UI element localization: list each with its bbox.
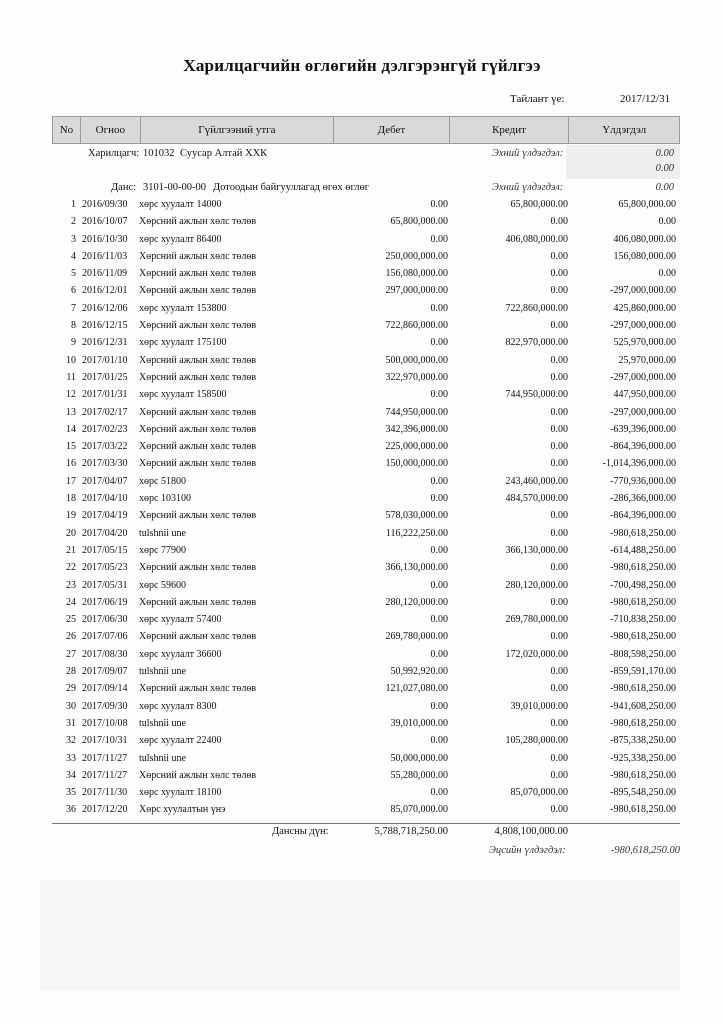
row-credit: 269,780,000.00 bbox=[505, 614, 568, 626]
table-row bbox=[0, 785, 724, 802]
table-row bbox=[0, 232, 724, 249]
row-date: 2017/09/07 bbox=[82, 666, 128, 678]
row-debit: 578,030,000.00 bbox=[385, 510, 448, 522]
row-number: 17 bbox=[66, 475, 76, 487]
table-row bbox=[0, 249, 724, 266]
row-balance: -700,498,250.00 bbox=[610, 579, 676, 591]
row-balance: -980,618,250.00 bbox=[610, 527, 676, 539]
row-balance: -770,936,000.00 bbox=[610, 475, 676, 487]
row-date: 2017/04/20 bbox=[82, 527, 128, 539]
row-date: 2016/09/30 bbox=[82, 199, 128, 210]
row-date: 2016/10/30 bbox=[82, 233, 128, 245]
row-debit: 121,027,080.00 bbox=[385, 683, 448, 695]
row-balance: 406,080,000.00 bbox=[613, 233, 676, 245]
row-debit: 0.00 bbox=[430, 199, 448, 210]
row-number: 3 bbox=[71, 233, 76, 245]
table-row bbox=[0, 474, 724, 491]
row-description: tulshnii une bbox=[139, 752, 186, 764]
row-number: 7 bbox=[71, 302, 76, 314]
row-date: 2017/10/08 bbox=[82, 717, 128, 729]
row-debit: 366,130,000.00 bbox=[385, 562, 448, 574]
row-description: Хөрсний ажлын хөлс төлөв bbox=[139, 683, 257, 695]
table-row bbox=[0, 318, 724, 335]
row-number: 19 bbox=[66, 510, 76, 522]
row-credit: 39,010,000.00 bbox=[510, 700, 568, 712]
row-number: 26 bbox=[66, 631, 76, 643]
table-header bbox=[52, 116, 680, 144]
row-date: 2017/08/30 bbox=[82, 648, 128, 660]
row-balance: -941,608,250.00 bbox=[610, 700, 676, 712]
row-credit: 105,280,000.00 bbox=[505, 735, 568, 747]
header-date: Огноо bbox=[81, 117, 141, 143]
row-balance: -980,618,250.00 bbox=[610, 683, 676, 695]
row-date: 2017/01/10 bbox=[82, 354, 128, 366]
table-row bbox=[0, 439, 724, 456]
row-date: 2016/12/31 bbox=[82, 337, 128, 349]
table-row bbox=[0, 283, 724, 300]
row-description: хөрс хуулалт 175100 bbox=[139, 337, 227, 349]
row-description: хөрс хуулалт 18100 bbox=[139, 787, 222, 799]
row-balance: -1,014,396,000.00 bbox=[602, 458, 676, 470]
header-balance: Үлдэгдэл bbox=[602, 124, 647, 136]
row-balance: -925,338,250.00 bbox=[610, 752, 676, 764]
row-date: 2017/01/31 bbox=[82, 389, 128, 401]
row-credit: 0.00 bbox=[550, 285, 568, 297]
row-balance: -808,598,250.00 bbox=[610, 648, 676, 660]
row-number: 8 bbox=[71, 320, 76, 332]
row-balance: 65,800,000.00 bbox=[618, 199, 676, 210]
table-row bbox=[0, 335, 724, 352]
table-row bbox=[0, 197, 724, 214]
row-credit: 0.00 bbox=[550, 216, 568, 228]
row-balance: -297,000,000.00 bbox=[610, 406, 676, 418]
row-date: 2017/07/06 bbox=[82, 631, 128, 643]
row-date: 2017/05/15 bbox=[82, 544, 128, 556]
row-number: 21 bbox=[66, 544, 76, 556]
row-credit: 0.00 bbox=[550, 717, 568, 729]
account-opening-value: 0.00 bbox=[655, 182, 674, 193]
row-number: 35 bbox=[66, 787, 76, 799]
table-row bbox=[0, 387, 724, 404]
customer-opening-label: Эхний үлдэгдэл: bbox=[492, 148, 564, 159]
row-number: 2 bbox=[71, 216, 76, 228]
row-description: хөрс хуулалт 22400 bbox=[139, 735, 222, 747]
customer-opening-value: 0.00 bbox=[655, 148, 674, 159]
row-credit: 280,120,000.00 bbox=[505, 579, 568, 591]
table-row bbox=[0, 266, 724, 283]
header-description: Гүйлгээний утга bbox=[141, 117, 334, 143]
row-number: 5 bbox=[71, 268, 76, 280]
table-row bbox=[0, 353, 724, 370]
row-debit: 0.00 bbox=[430, 579, 448, 591]
row-date: 2016/11/09 bbox=[82, 268, 128, 280]
row-description: хөрс хуулалт 153800 bbox=[139, 302, 227, 314]
row-debit: 55,280,000.00 bbox=[390, 769, 448, 781]
account-name: Дотоодын байгууллагад өгөх өглөг bbox=[213, 182, 370, 193]
row-debit: 50,992,920.00 bbox=[390, 666, 448, 678]
row-number: 9 bbox=[71, 337, 76, 349]
row-debit: 85,070,000.00 bbox=[390, 804, 448, 816]
table-row bbox=[0, 768, 724, 785]
row-number: 30 bbox=[66, 700, 76, 712]
row-description: Хөрсний ажлын хөлс төлөв bbox=[139, 458, 257, 470]
table-row bbox=[0, 664, 724, 681]
row-description: tulshnii une bbox=[139, 717, 186, 729]
row-credit: 0.00 bbox=[550, 683, 568, 695]
row-credit: 406,080,000.00 bbox=[505, 233, 568, 245]
table-row bbox=[0, 802, 724, 819]
row-number: 31 bbox=[66, 717, 76, 729]
row-debit: 150,000,000.00 bbox=[385, 458, 448, 470]
row-balance: -286,366,000.00 bbox=[610, 493, 676, 505]
row-date: 2017/04/19 bbox=[82, 510, 128, 522]
row-credit: 366,130,000.00 bbox=[505, 544, 568, 556]
row-credit: 0.00 bbox=[550, 250, 568, 262]
row-credit: 0.00 bbox=[550, 268, 568, 280]
row-date: 2016/11/03 bbox=[82, 250, 128, 262]
row-debit: 744,950,000.00 bbox=[385, 406, 448, 418]
row-number: 32 bbox=[66, 735, 76, 747]
row-debit: 342,396,000.00 bbox=[385, 423, 448, 435]
row-balance: -297,000,000.00 bbox=[610, 371, 676, 383]
scan-shade bbox=[40, 880, 680, 990]
row-debit: 297,000,000.00 bbox=[385, 285, 448, 297]
row-credit: 243,460,000.00 bbox=[505, 475, 568, 487]
customer-name: Суусар Алтай ХХК bbox=[180, 148, 268, 159]
row-date: 2017/04/07 bbox=[82, 475, 128, 487]
row-debit: 722,860,000.00 bbox=[385, 320, 448, 332]
account-code: 3101-00-00-00 bbox=[143, 182, 206, 193]
row-description: Хөрсний ажлын хөлс төлөв bbox=[139, 441, 257, 453]
totals-divider bbox=[52, 823, 680, 824]
customer-code: 101032 bbox=[143, 148, 175, 159]
row-number: 6 bbox=[71, 285, 76, 297]
table-row bbox=[0, 716, 724, 733]
row-number: 25 bbox=[66, 614, 76, 626]
table-row bbox=[0, 681, 724, 698]
row-description: хөрс хуулалт 57400 bbox=[139, 614, 222, 626]
row-date: 2017/06/19 bbox=[82, 596, 128, 608]
row-description: Хөрсний ажлын хөлс төлөв bbox=[139, 216, 257, 228]
row-debit: 0.00 bbox=[430, 233, 448, 245]
row-date: 2017/04/10 bbox=[82, 493, 128, 505]
row-description: хөрс 77900 bbox=[139, 544, 186, 556]
customer-opening-value-2: 0.00 bbox=[655, 163, 674, 174]
row-balance: -859,591,170.00 bbox=[610, 666, 676, 678]
row-date: 2017/12/20 bbox=[82, 804, 128, 816]
row-description: Хөрсний ажлын хөлс төлөв bbox=[139, 250, 257, 262]
row-debit: 0.00 bbox=[430, 735, 448, 747]
table-row bbox=[0, 370, 724, 387]
row-credit: 85,070,000.00 bbox=[510, 787, 568, 799]
row-description: Хөрсний ажлын хөлс төлөв bbox=[139, 406, 257, 418]
row-debit: 500,000,000.00 bbox=[385, 354, 448, 366]
account-label: Данс: bbox=[111, 182, 137, 193]
row-date: 2017/05/23 bbox=[82, 562, 128, 574]
row-debit: 0.00 bbox=[430, 614, 448, 626]
header-credit: Кредит bbox=[450, 117, 570, 143]
row-debit: 156,080,000.00 bbox=[385, 268, 448, 280]
row-balance: 156,080,000.00 bbox=[613, 250, 676, 262]
row-description: хөрс 59600 bbox=[139, 579, 186, 591]
table-row bbox=[0, 301, 724, 318]
row-debit: 116,222,250.00 bbox=[385, 527, 448, 539]
row-debit: 0.00 bbox=[430, 648, 448, 660]
row-date: 2017/03/30 bbox=[82, 458, 128, 470]
row-balance: -614,488,250.00 bbox=[610, 544, 676, 556]
row-description: хөрс хуулалт 158500 bbox=[139, 389, 227, 401]
row-description: Хөрсний ажлын хөлс төлөв bbox=[139, 562, 257, 574]
row-number: 23 bbox=[66, 579, 76, 591]
row-date: 2017/09/30 bbox=[82, 700, 128, 712]
row-debit: 0.00 bbox=[430, 302, 448, 314]
report-period-value: 2017/12/31 bbox=[620, 93, 671, 105]
header-debit: Дебет bbox=[334, 117, 450, 143]
row-debit: 39,010,000.00 bbox=[390, 717, 448, 729]
row-debit: 0.00 bbox=[430, 544, 448, 556]
report-period-label: Тайлант үе: bbox=[510, 93, 565, 105]
row-date: 2017/05/31 bbox=[82, 579, 128, 591]
row-number: 12 bbox=[66, 389, 76, 401]
page-title: Харилцагчийн өглөгийн дэлгэрэнгүй гүйлгээ bbox=[183, 56, 541, 75]
row-debit: 269,780,000.00 bbox=[385, 631, 448, 643]
row-balance: -980,618,250.00 bbox=[610, 769, 676, 781]
table-row bbox=[0, 543, 724, 560]
customer-label: Харилцагч: bbox=[88, 148, 140, 159]
row-balance: 447,950,000.00 bbox=[613, 389, 676, 401]
row-debit: 0.00 bbox=[430, 787, 448, 799]
row-credit: 0.00 bbox=[550, 596, 568, 608]
row-balance: 525,970,000.00 bbox=[613, 337, 676, 349]
row-date: 2017/11/27 bbox=[82, 752, 128, 764]
row-description: Хөрсний ажлын хөлс төлөв bbox=[139, 371, 257, 383]
table-row bbox=[0, 508, 724, 525]
row-date: 2016/12/01 bbox=[82, 285, 128, 297]
row-description: Хөрсний ажлын хөлс төлөв bbox=[139, 320, 257, 332]
row-debit: 0.00 bbox=[430, 700, 448, 712]
totals-credit: 4,808,100,000.00 bbox=[494, 826, 568, 837]
row-number: 29 bbox=[66, 683, 76, 695]
row-description: хөрс хуулалт 8300 bbox=[139, 700, 217, 712]
row-balance: -895,548,250.00 bbox=[610, 787, 676, 799]
row-balance: -875,338,250.00 bbox=[610, 735, 676, 747]
row-number: 22 bbox=[66, 562, 76, 574]
row-credit: 744,950,000.00 bbox=[505, 389, 568, 401]
row-debit: 0.00 bbox=[430, 389, 448, 401]
row-balance: -980,618,250.00 bbox=[610, 596, 676, 608]
row-date: 2017/03/22 bbox=[82, 441, 128, 453]
table-row bbox=[0, 629, 724, 646]
table-row bbox=[0, 526, 724, 543]
row-description: Хөрс хуулалтын үнэ bbox=[139, 804, 226, 816]
row-balance: -710,838,250.00 bbox=[610, 614, 676, 626]
row-credit: 65,800,000.00 bbox=[510, 199, 568, 210]
row-debit: 50,000,000.00 bbox=[390, 752, 448, 764]
table-row bbox=[0, 612, 724, 629]
row-balance: -980,618,250.00 bbox=[610, 717, 676, 729]
row-number: 36 bbox=[66, 804, 76, 816]
row-number: 28 bbox=[66, 666, 76, 678]
row-date: 2017/10/31 bbox=[82, 735, 128, 747]
row-debit: 65,800,000.00 bbox=[390, 216, 448, 228]
row-description: Хөрсний ажлын хөлс төлөв bbox=[139, 285, 257, 297]
row-credit: 722,860,000.00 bbox=[505, 302, 568, 314]
row-date: 2017/06/30 bbox=[82, 614, 128, 626]
row-balance: -864,396,000.00 bbox=[610, 441, 676, 453]
row-credit: 0.00 bbox=[550, 631, 568, 643]
table-row bbox=[0, 699, 724, 716]
table-row bbox=[0, 456, 724, 473]
row-number: 18 bbox=[66, 493, 76, 505]
row-description: хөрс хуулалт 14000 bbox=[139, 199, 222, 210]
row-number: 11 bbox=[66, 371, 76, 383]
row-credit: 0.00 bbox=[550, 527, 568, 539]
row-number: 20 bbox=[66, 527, 76, 539]
row-description: Хөрсний ажлын хөлс төлөв bbox=[139, 268, 257, 280]
row-balance: -297,000,000.00 bbox=[610, 320, 676, 332]
row-number: 4 bbox=[71, 250, 76, 262]
table-row bbox=[0, 751, 724, 768]
table-row bbox=[0, 647, 724, 664]
row-debit: 225,000,000.00 bbox=[385, 441, 448, 453]
row-balance: -980,618,250.00 bbox=[610, 631, 676, 643]
row-credit: 484,570,000.00 bbox=[505, 493, 568, 505]
row-number: 27 bbox=[66, 648, 76, 660]
totals-label: Дансны дүн: bbox=[272, 826, 329, 837]
row-description: tulshnii une bbox=[139, 527, 186, 539]
closing-balance-label: Эцсийн үлдэгдэл: bbox=[489, 845, 566, 856]
row-date: 2017/11/30 bbox=[82, 787, 128, 799]
row-debit: 0.00 bbox=[430, 337, 448, 349]
row-credit: 0.00 bbox=[550, 769, 568, 781]
row-number: 16 bbox=[66, 458, 76, 470]
row-number: 10 bbox=[66, 354, 76, 366]
row-credit: 0.00 bbox=[550, 458, 568, 470]
row-description: хөрс 51800 bbox=[139, 475, 186, 487]
table-row bbox=[0, 733, 724, 750]
row-description: Хөрсний ажлын хөлс төлөв bbox=[139, 423, 257, 435]
row-number: 24 bbox=[66, 596, 76, 608]
row-description: Хөрсний ажлын хөлс төлөв bbox=[139, 769, 257, 781]
row-date: 2016/12/15 bbox=[82, 320, 128, 332]
row-credit: 0.00 bbox=[550, 510, 568, 522]
row-balance: -297,000,000.00 bbox=[610, 285, 676, 297]
row-credit: 0.00 bbox=[550, 562, 568, 574]
table-row bbox=[0, 214, 724, 231]
row-description: хөрс хуулалт 86400 bbox=[139, 233, 222, 245]
row-date: 2017/09/14 bbox=[82, 683, 128, 695]
row-number: 15 bbox=[66, 441, 76, 453]
row-balance: 0.00 bbox=[658, 268, 676, 280]
row-credit: 0.00 bbox=[550, 320, 568, 332]
row-description: Хөрсний ажлын хөлс төлөв bbox=[139, 510, 257, 522]
row-date: 2017/02/17 bbox=[82, 406, 128, 418]
row-number: 1 bbox=[71, 199, 76, 210]
row-balance: 25,970,000.00 bbox=[618, 354, 676, 366]
table-row bbox=[0, 422, 724, 439]
row-date: 2017/02/23 bbox=[82, 423, 128, 435]
row-number: 34 bbox=[66, 769, 76, 781]
row-balance: -980,618,250.00 bbox=[610, 804, 676, 816]
table-row bbox=[0, 405, 724, 422]
account-opening-label: Эхний үлдэгдэл: bbox=[492, 182, 564, 193]
row-description: Хөрсний ажлын хөлс төлөв bbox=[139, 354, 257, 366]
row-balance: 0.00 bbox=[658, 216, 676, 228]
row-debit: 0.00 bbox=[430, 475, 448, 487]
totals-debit: 5,788,718,250.00 bbox=[374, 826, 448, 837]
row-credit: 822,970,000.00 bbox=[505, 337, 568, 349]
transaction-rows bbox=[0, 197, 724, 820]
row-description: tulshnii une bbox=[139, 666, 186, 678]
row-description: Хөрсний ажлын хөлс төлөв bbox=[139, 596, 257, 608]
row-date: 2017/01/25 bbox=[82, 371, 128, 383]
row-balance: -864,396,000.00 bbox=[610, 510, 676, 522]
row-credit: 0.00 bbox=[550, 371, 568, 383]
row-date: 2017/11/27 bbox=[82, 769, 128, 781]
table-row bbox=[0, 578, 724, 595]
row-credit: 0.00 bbox=[550, 441, 568, 453]
closing-balance-value: -980,618,250.00 bbox=[610, 845, 680, 856]
table-row bbox=[0, 560, 724, 577]
header-no: No bbox=[53, 117, 81, 143]
table-row bbox=[0, 595, 724, 612]
row-balance: -639,396,000.00 bbox=[610, 423, 676, 435]
row-debit: 0.00 bbox=[430, 493, 448, 505]
row-credit: 0.00 bbox=[550, 804, 568, 816]
table-row bbox=[0, 491, 724, 508]
row-credit: 0.00 bbox=[550, 752, 568, 764]
row-date: 2016/12/06 bbox=[82, 302, 128, 314]
row-number: 33 bbox=[66, 752, 76, 764]
row-credit: 0.00 bbox=[550, 406, 568, 418]
row-description: Хөрсний ажлын хөлс төлөв bbox=[139, 631, 257, 643]
row-balance: -980,618,250.00 bbox=[610, 562, 676, 574]
row-description: хөрс 103100 bbox=[139, 493, 191, 505]
row-number: 14 bbox=[66, 423, 76, 435]
row-credit: 0.00 bbox=[550, 666, 568, 678]
row-credit: 0.00 bbox=[550, 423, 568, 435]
row-debit: 280,120,000.00 bbox=[385, 596, 448, 608]
row-credit: 0.00 bbox=[550, 354, 568, 366]
row-debit: 322,970,000.00 bbox=[385, 371, 448, 383]
row-credit: 172,020,000.00 bbox=[505, 648, 568, 660]
row-description: хөрс хуулалт 36600 bbox=[139, 648, 222, 660]
row-balance: 425,860,000.00 bbox=[613, 302, 676, 314]
row-date: 2016/10/07 bbox=[82, 216, 128, 228]
row-number: 13 bbox=[66, 406, 76, 418]
row-debit: 250,000,000.00 bbox=[385, 250, 448, 262]
